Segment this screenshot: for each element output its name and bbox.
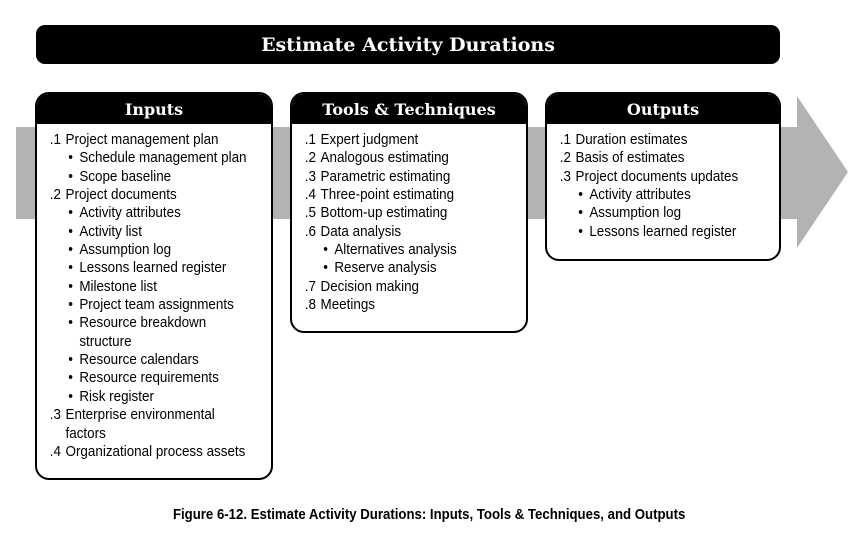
item-number: .4 — [304, 187, 316, 204]
sub-item — [37, 259, 252, 277]
item-label: Three-point estimating — [320, 187, 455, 204]
sub-item-label: Resource calendars — [79, 352, 199, 369]
figure-caption-text: Figure 6-12. Estimate Activity Durations: Inputs, Tools & Techniques, and Outputs — [173, 506, 686, 523]
item-label: Meetings — [320, 297, 376, 314]
item-number: .6 — [304, 223, 316, 240]
item-number: .3 — [49, 407, 61, 424]
sub-item — [37, 278, 252, 296]
sub-item-label: Lessons learned register — [79, 260, 227, 277]
item-label: Analogous estimating — [320, 150, 449, 167]
list-item — [547, 168, 760, 186]
sub-item — [547, 223, 760, 241]
diagram-title-bar — [36, 25, 780, 64]
list-item — [292, 278, 507, 296]
inputs-box — [35, 92, 273, 480]
sub-item — [292, 259, 507, 277]
item-number: .5 — [304, 205, 316, 222]
bullet-icon: • — [68, 223, 73, 240]
sub-item — [37, 168, 252, 186]
item-number: .8 — [304, 297, 316, 314]
outputs-heading: Outputs — [626, 99, 700, 119]
outputs-header — [547, 94, 779, 124]
list-item — [37, 406, 252, 424]
sub-item — [292, 241, 507, 259]
sub-item — [37, 388, 252, 406]
item-label: Project documents — [65, 187, 177, 204]
sub-item-label: Assumption log — [79, 242, 172, 259]
item-label: Duration estimates — [575, 132, 688, 148]
item-number: .2 — [559, 150, 571, 167]
list-item — [292, 131, 507, 149]
tools-heading: Tools & Techniques — [322, 99, 496, 119]
bullet-icon: • — [68, 352, 73, 369]
bullet-icon: • — [68, 168, 73, 185]
sub-item-label: Schedule management plan — [79, 150, 247, 167]
sub-item — [37, 369, 252, 387]
outputs-list — [547, 124, 760, 241]
bullet-icon: • — [68, 388, 73, 405]
bullet-icon: • — [68, 370, 73, 387]
inputs-list — [37, 124, 252, 461]
sub-item — [37, 296, 252, 314]
list-item — [292, 204, 507, 222]
item-label: Basis of estimates — [575, 150, 685, 167]
sub-item — [547, 204, 760, 222]
item-label: Project documents updates — [575, 168, 739, 185]
sub-item-label: Lessons learned register — [589, 223, 737, 240]
figure-caption — [0, 506, 859, 523]
item-label: Bottom-up estimating — [320, 205, 448, 222]
sub-item — [37, 241, 252, 259]
sub-item-label: Project team assignments — [79, 297, 234, 314]
item-label: Organizational process assets — [65, 443, 246, 460]
item-label: Decision making — [320, 278, 420, 295]
bullet-icon: • — [68, 260, 73, 277]
inputs-heading: Inputs — [124, 99, 184, 119]
sub-item-label: Assumption log — [589, 205, 682, 222]
outputs-box — [545, 92, 781, 261]
bullet-icon: • — [578, 223, 583, 240]
bullet-icon: • — [68, 150, 73, 167]
item-number: .1 — [559, 132, 571, 148]
list-item — [292, 296, 507, 314]
bullet-icon: • — [68, 205, 73, 222]
item-number: .1 — [49, 132, 61, 148]
item-number: .2 — [304, 150, 316, 167]
list-item — [292, 223, 507, 241]
bullet-icon: • — [68, 297, 73, 314]
bullet-icon: • — [323, 260, 328, 277]
item-number: .4 — [49, 443, 61, 460]
item-label: Parametric estimating — [320, 168, 451, 185]
inputs-header — [37, 94, 271, 124]
item-number: .7 — [304, 278, 316, 295]
bullet-icon: • — [68, 242, 73, 259]
sub-item-continuation: structure — [79, 333, 132, 350]
sub-item — [547, 186, 760, 204]
item-label: Data analysis — [320, 223, 402, 240]
item-number: .1 — [304, 132, 316, 148]
sub-item — [37, 204, 252, 222]
list-item — [547, 149, 760, 167]
list-item — [292, 186, 507, 204]
sub-item-label: Risk register — [79, 388, 154, 405]
item-number: .3 — [559, 168, 571, 185]
bullet-icon: • — [68, 278, 73, 295]
bullet-icon: • — [68, 315, 73, 332]
sub-item-label: Alternatives analysis — [334, 242, 457, 259]
tools-header — [292, 94, 526, 124]
sub-item — [37, 149, 252, 167]
list-item — [292, 149, 507, 167]
bullet-icon: • — [578, 187, 583, 204]
sub-item-label: Activity attributes — [79, 205, 181, 222]
sub-item — [37, 351, 252, 369]
list-item — [37, 443, 252, 461]
bullet-icon: • — [323, 242, 328, 259]
sub-item — [37, 314, 252, 332]
sub-item-label: Milestone list — [79, 278, 157, 295]
bullet-icon: • — [578, 205, 583, 222]
sub-item-label: Resource breakdown — [79, 315, 207, 332]
tools-list — [292, 124, 507, 314]
sub-item-label: Scope baseline — [79, 168, 172, 185]
item-number: .2 — [49, 187, 61, 204]
item-label-continuation: factors — [65, 425, 106, 442]
item-number: .3 — [304, 168, 316, 185]
list-item — [292, 168, 507, 186]
item-label: Enterprise environmental — [65, 407, 215, 424]
sub-item-label: Resource requirements — [79, 370, 219, 387]
sub-item-label: Activity list — [79, 223, 142, 240]
tools-box — [290, 92, 528, 333]
item-label: Expert judgment — [320, 132, 419, 148]
list-item — [547, 131, 760, 149]
list-item — [37, 131, 252, 149]
sub-item — [37, 223, 252, 241]
sub-item-label: Activity attributes — [589, 187, 691, 204]
item-label: Project management plan — [65, 132, 219, 148]
list-item — [37, 186, 252, 204]
sub-item-label: Reserve analysis — [334, 260, 437, 277]
diagram-title: Estimate Activity Durations — [261, 33, 555, 56]
